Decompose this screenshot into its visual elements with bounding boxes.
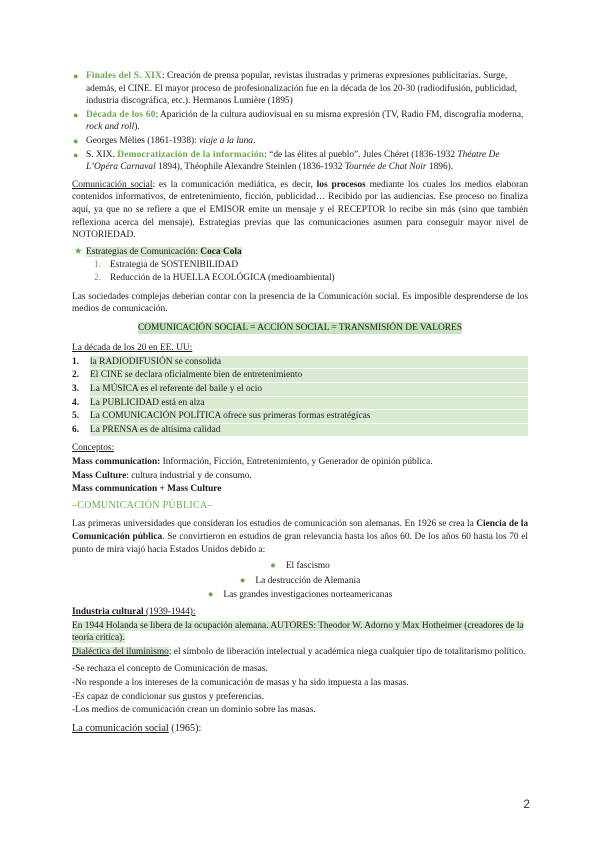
- causes-list: [72, 560, 528, 602]
- list-item: ● Las grandes investigaciones norteamericanas: [207, 590, 393, 601]
- cultural-industry-title: Industria cultural (1939-1944):: [72, 606, 196, 617]
- bullet-icon: ●: [73, 109, 79, 120]
- concepts-title: Conceptos:: [72, 443, 115, 454]
- list-item: 5. La COMUNICACIÓN POLÍTICA ofrece sus primeras formas estratégicas: [90, 410, 528, 423]
- cultural-point: -Los medios de comunicación crean un dominio sobre las masas.: [72, 705, 316, 716]
- cultural-point: -Se rechaza el concepto de Comunicación de masas.: [72, 664, 268, 675]
- list-item: 6. La PRENSA es de altísima calidad: [90, 424, 528, 437]
- strategies-heading: ★ Estrategias de Comunicación: Coca Cola: [74, 246, 242, 257]
- intro-bullet-list: [72, 70, 528, 174]
- list-item: ● Finales del S. XIX: Creación de prensa popular, revistas ilustradas y primeras expresiones publicitarias. Surge, además, el CINE. El mayor proceso de profesionalización fue en la década de los 20-30 (radiodifusión, publicidad, industria discográfica, etc.). Hermanos Lumière (1895): [73, 71, 518, 107]
- list-item: 2. Reducción de la HUELLA ECOLÓGICA (medioambiental): [94, 272, 335, 283]
- social-comm-1965-title: La comunicación social (1965):: [72, 722, 202, 734]
- list-item: ● Georges Mèlies (1861-1938): viaje a la luna.: [73, 135, 256, 146]
- universities-paragraph: Las primeras universidades que consideran los estudios de comunicación son alemanas. En 1926 se crea la Ciencia de la Comunicación pública. Se convirtieron en estudios de gran relevancia hasta los años 60. De los años 60 hasta los 70 el punto de mira viajó hacia Estados Unidos debido a:: [72, 519, 529, 555]
- cultural-industry-text: En 1944 Holanda se libera de la ocupación alemana. AUTORES: Theodor W. Adorno y Max Hotheimer (creadores de la teoría crítica).: [72, 620, 524, 644]
- social-communication-paragraph: Comunicación social: es la comunicación mediática, es decir, los procesos mediante los cuales los medios elaboran contenidos informativos, de entretenimiento, ficción, publicidad… Recibido por las audiencias. Ese proceso no finaliza aquí, ya que no se refiere a que el EMISOR emite un mensaje y el RECEPTOR lo recibe sin más (sino que también reflexiona acerca del mensaje). Estrategias previas que las comunicaciones asumen para conseguir mayor nivel de NOTORIEDAD.: [72, 179, 529, 241]
- list-item: ● S. XIX. Democratización de la información: “de las élites al pueblo”. Jules Chéret (1836-1932 Théatre De L’Opéra Carnaval 1894), Théophile Alexandre Steinlen (1836-1932 Tournée de Chat Noir 1896).: [73, 149, 500, 173]
- list-item: 2. El CINE se declara oficialmente bien de entretenimiento: [90, 369, 528, 382]
- concept-item: Mass Culture: cultura industrial y de consumo.: [72, 470, 252, 481]
- strategies-list: [72, 259, 528, 284]
- bullet-icon: ●: [270, 561, 276, 572]
- list-item: ● Década de los 60: Aparición de la cultura audiovisual en su misma expresión (TV, Radio FM, discografía moderna, rock and roll).: [73, 109, 524, 133]
- bullet-icon: ●: [239, 575, 246, 586]
- cultural-point: -Es capaz de condicionar sus gustos y preferencias.: [72, 691, 265, 702]
- concept-item: Mass communication + Mass Culture: [72, 484, 222, 495]
- star-icon: ★: [74, 246, 83, 257]
- list-item: 1. Estrategia de SOSTENIBILIDAD: [94, 260, 239, 271]
- cultural-point: -No responde a los intereses de la comunicación de masas y ha sido impuesta a las masas.: [72, 677, 409, 688]
- list-item: ● La destrucción de Alemania: [239, 575, 361, 586]
- concept-item: Mass communication: Información, Ficción, Entretenimiento, y Generador de opinión pública.: [72, 457, 433, 468]
- complex-societies-paragraph: Las sociedades complejas deberían contar con la presencia de la Comunicación social. Es imposible desprenderse de los medios de comunicación.: [72, 291, 528, 315]
- bullet-icon: ●: [73, 149, 79, 160]
- dialectic-text: Dialéctica del iluminismo; el símbolo de liberación intelectual y académica niega cualquier tipo de totalitarismo político.: [72, 646, 526, 657]
- page-number: 2: [523, 797, 530, 811]
- list-item: 3. La MÚSICA es el referente del baile y el ocio: [90, 383, 528, 396]
- bullet-icon: ●: [207, 590, 214, 601]
- list-item: ● El fascismo: [270, 561, 330, 572]
- bullet-icon: ●: [73, 71, 79, 81]
- decade-list: [72, 356, 528, 437]
- bullet-icon: ●: [73, 135, 79, 146]
- list-item: 1. la RADIODIFUSIÓN se consolida: [90, 356, 528, 369]
- decade-title: La década de los 20 en EE. UU:: [72, 343, 193, 354]
- values-banner: COMUNICACIÓN SOCIAL = ACCIÓN SOCIAL = TRANSMISIÓN DE VALORES: [138, 322, 462, 333]
- document-page: [72, 70, 528, 736]
- section-heading: –COMUNICACIÓN PÚBLICA–: [72, 499, 213, 511]
- list-item: 4. La PUBLICIDAD está en alza: [90, 397, 528, 410]
